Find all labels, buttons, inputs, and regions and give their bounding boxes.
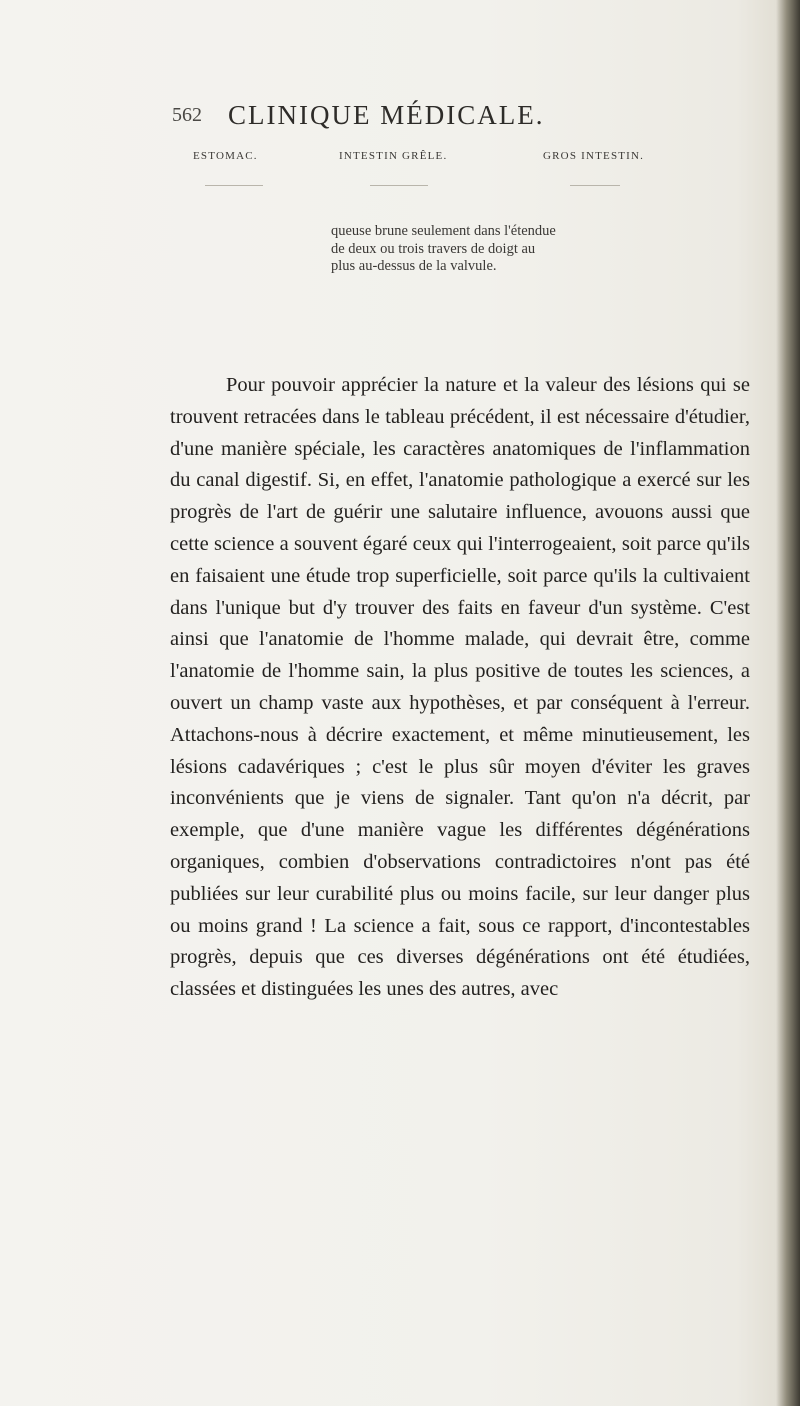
column-divider-rule <box>570 185 620 186</box>
page-binding-edge <box>776 0 800 1406</box>
table-cell-intestin-grele: queuse brune seulement dans l'étendue de deux ou trois travers de doigt au plus au-dessus de la valvule. <box>331 223 556 274</box>
column-header-intestin-grele: INTESTIN GRÊLE. <box>339 150 448 162</box>
column-header-estomac: ESTOMAC. <box>193 150 258 162</box>
column-divider-rule <box>205 185 263 186</box>
page-number: 562 <box>172 104 202 126</box>
running-title: CLINIQUE MÉDICALE. <box>228 100 545 130</box>
column-divider-rule <box>370 185 428 186</box>
column-header-gros-intestin: GROS INTESTIN. <box>543 150 645 162</box>
body-paragraph: Pour pouvoir apprécier la nature et la valeur des lésions qui se trouvent retracées dans le tableau précédent, il est nécessaire d'étudier, d'une manière spéciale, les caractères anatomiques de l'inflammation du canal digestif. Si, en effet, l'anatomie pathologique a exercé sur les progrès de l'art de guérir une salutaire influence, avouons aussi que cette science a souvent égaré ceux qui l'interrogeaient, soit parce qu'ils en faisaient une étude trop superficielle, soit parce qu'ils la cultivaient dans l'unique but d'y trouver des faits en faveur d'un système. C'est ainsi que l'anatomie de l'homme malade, qui devrait être, comme l'anatomie de l'homme sain, la plus positive de toutes les sciences, a ouvert un champ vaste aux hypothèses, et par conséquent à l'erreur. Attachons-nous à décrire exactement, et même minutieusement, les lésions cadavériques ; c'est le plus sûr moyen d'éviter les graves inconvénients que je viens de signaler. Tant qu'on n'a décrit, par exemple, que d'une manière vague les différentes dégénérations organiques, combien d'observations contradictoires n'ont pas été publiées sur leur curabilité plus ou moins facile, sur leur danger plus ou moins grand ! La science a fait, sous ce rapport, d'incontestables progrès, depuis que ces diverses dégénérations ont été étudiées, classées et distinguées les unes des autres, avec <box>170 374 750 1001</box>
